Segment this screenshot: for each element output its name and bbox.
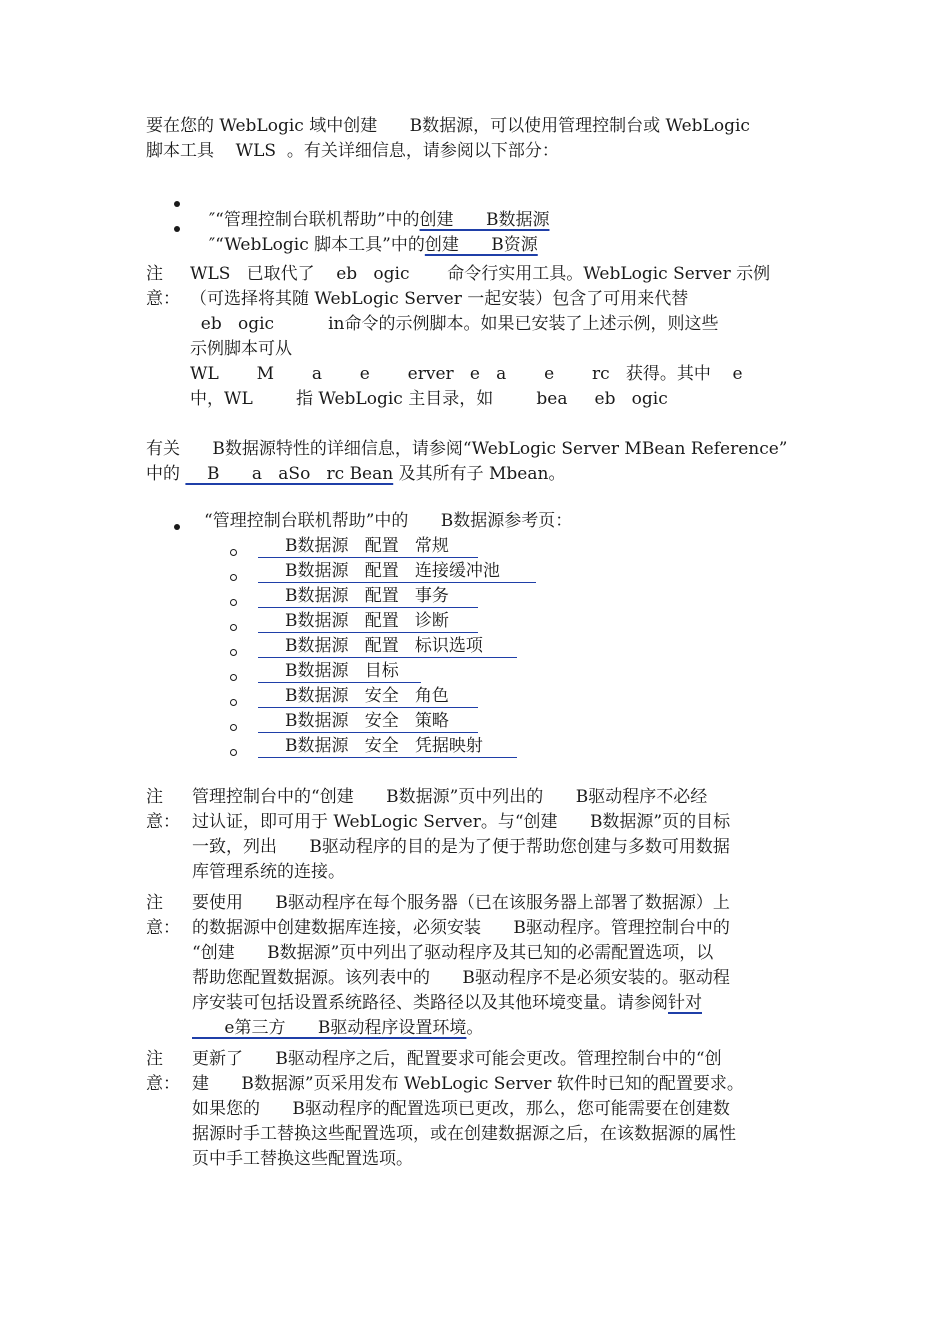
ref-link-transaction[interactable]: B数据源 配置 事务 <box>258 585 478 608</box>
note-line: 如果您的 B驱动程序的配置选项已更改，那么，您可能需要在创建数 <box>192 1099 730 1119</box>
ref-link-connection-pool[interactable]: B数据源 配置 连接缓冲池 <box>258 560 536 583</box>
note-line: 更新了 B驱动程序之后，配置要求可能会更改。管理控制台中的“创 <box>192 1049 722 1069</box>
note-line: 管理控制台中的“创建 B数据源”页中列出的 B驱动程序不必经 <box>192 787 708 807</box>
circle-bullet-icon <box>230 599 237 606</box>
note-line: 一致，列出 B驱动程序的目的是为了便于帮助您创建与多数可用数据 <box>192 837 730 857</box>
jdbc-datasource-bean-link[interactable]: B a aSo rc Bean <box>185 464 394 484</box>
circle-bullet-icon <box>230 574 237 581</box>
circle-bullet-icon <box>230 699 237 706</box>
note-line: 示例脚本可从 <box>190 339 292 359</box>
intro-line-2: 脚本工具 WLS 。有关详细信息，请参阅以下部分： <box>146 141 559 161</box>
note-label-top: 注 <box>146 893 163 913</box>
note-line: “创建 B数据源”页中列出了驱动程序及其已知的必需配置选项，以 <box>192 943 714 963</box>
note-line: 帮助您配置数据源。该列表中的 B驱动程序不是必须安装的。驱动程 <box>192 968 730 988</box>
jdbc-driver-env-link-continued[interactable]: e第三方 B驱动程序设置环境 <box>192 1018 467 1038</box>
note-line: 中，WL 指 WebLogic 主目录，如 bea eb ogic <box>190 389 668 409</box>
note-line-text: 序安装可包括设置系统路径、类路径以及其他环境变量。请参阅 <box>192 993 668 1013</box>
mbean-ref-suffix: 及其所有子 Mbean。 <box>393 464 566 484</box>
note-line: 建 B数据源”页采用发布 WebLogic Server 软件时已知的配置要求。 <box>192 1074 744 1094</box>
ref-link-targets[interactable]: B数据源 目标 <box>258 660 421 683</box>
circle-bullet-icon <box>230 674 237 681</box>
ref-link-credential-mappings[interactable]: B数据源 安全 凭据映射 <box>258 735 517 758</box>
link-prefix: ″“WebLogic 脚本工具”中的 <box>208 235 425 255</box>
note-line: WLS 已取代了 eb ogic 命令行实用工具。WebLogic Server 示例 <box>190 264 771 284</box>
circle-bullet-icon <box>230 749 237 756</box>
mbean-ref-prefix: 中的 <box>146 464 186 484</box>
ref-link-roles[interactable]: B数据源 安全 角色 <box>258 685 478 708</box>
note-label-bottom: 意： <box>146 1074 180 1094</box>
create-resource-link[interactable]: 创建 B资源 <box>424 235 538 255</box>
jdbc-driver-env-link[interactable]: 针对 <box>668 993 702 1013</box>
note-line: 页中手工替换这些配置选项。 <box>192 1149 413 1169</box>
note-line: 要使用 B驱动程序在每个服务器（已在该服务器上部署了数据源）上 <box>192 893 730 913</box>
circle-bullet-icon <box>230 549 237 556</box>
ref-link-general[interactable]: B数据源 配置 常规 <box>258 535 478 558</box>
console-ref-heading: “管理控制台联机帮助”中的 B数据源参考页： <box>204 511 573 531</box>
note-line-end: 。 <box>466 1018 484 1038</box>
note-line <box>192 1017 483 1039</box>
note-line <box>192 992 702 1014</box>
note-line: 的数据源中创建数据库连接，必须安装 B驱动程序。管理控制台中的 <box>192 918 730 938</box>
note-line: 据源时手工替换这些配置选项，或在创建数据源之后，在该数据源的属性 <box>192 1124 736 1144</box>
note-line: （可选择将其随 WebLogic Server 一起安装）包含了可用来代替 <box>190 289 689 309</box>
link-prefix: ″“管理控制台联机帮助”中的 <box>208 210 420 230</box>
bullet-icon <box>174 226 180 232</box>
note-label-top: 注 <box>146 1049 163 1069</box>
note-label-bottom: 意： <box>146 918 180 938</box>
list-item <box>198 212 538 256</box>
note-line: 库管理系统的连接。 <box>192 862 345 882</box>
mbean-ref-line-2 <box>146 463 565 485</box>
intro-line-1: 要在您的 WebLogic 域中创建 B数据源，可以使用管理控制台或 WebLogic <box>146 116 750 136</box>
note-label-top: 注 <box>146 264 163 284</box>
ref-link-identity-options[interactable]: B数据源 配置 标识选项 <box>258 635 517 658</box>
note-line: 过认证，即可用于 WebLogic Server。与“创建 B数据源”页的目标 <box>192 812 731 832</box>
circle-bullet-icon <box>230 624 237 631</box>
circle-bullet-icon <box>230 724 237 731</box>
note-label-bottom: 意： <box>146 812 180 832</box>
bullet-icon <box>174 201 180 207</box>
note-line: WL M a e erver e a e rc 获得。其中 e <box>190 364 743 384</box>
note-label-top: 注 <box>146 787 163 807</box>
bullet-icon <box>174 524 180 530</box>
ref-link-policies[interactable]: B数据源 安全 策略 <box>258 710 478 733</box>
note-line: eb ogic in命令的示例脚本。如果已安装了上述示例，则这些 <box>190 314 719 334</box>
create-datasource-link[interactable]: 创建 B数据源 <box>419 210 550 230</box>
ref-link-diagnostics[interactable]: B数据源 配置 诊断 <box>258 610 478 633</box>
note-label-bottom: 意： <box>146 289 180 309</box>
mbean-ref-line-1: 有关 B数据源特性的详细信息，请参阅“WebLogic Server MBean Reference” <box>146 439 788 459</box>
circle-bullet-icon <box>230 649 237 656</box>
